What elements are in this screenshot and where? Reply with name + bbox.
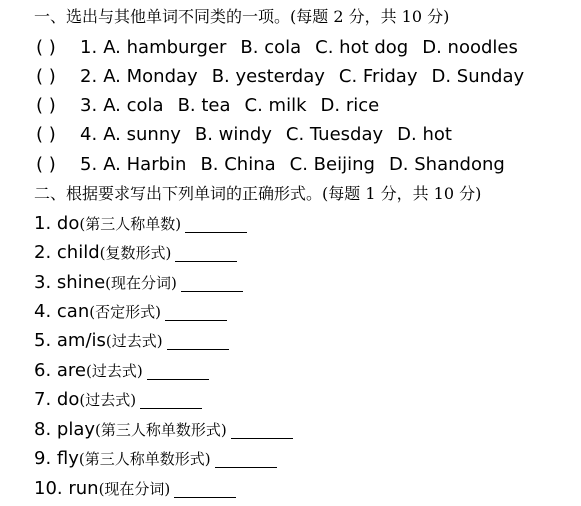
answer-blank[interactable] bbox=[147, 378, 209, 380]
word: 6. are bbox=[34, 360, 87, 381]
word: 8. play bbox=[34, 419, 96, 440]
answer-blank[interactable] bbox=[174, 496, 236, 498]
word: 5. am/is bbox=[34, 330, 106, 351]
option-b: B. windy bbox=[194, 124, 272, 145]
option-b: B. yesterday bbox=[211, 66, 325, 87]
question-number: 3. bbox=[80, 95, 98, 116]
question-number: 5. bbox=[80, 154, 98, 175]
word: 10. run bbox=[34, 478, 99, 499]
requirement-note: (第三人称单数形式) bbox=[78, 450, 211, 468]
word-form-item-1 bbox=[34, 211, 247, 237]
option-b: B. cola bbox=[240, 37, 302, 58]
option-d: D. hot bbox=[397, 124, 452, 145]
word: 4. can bbox=[34, 301, 90, 322]
requirement-note: (过去式) bbox=[79, 391, 137, 409]
answer-paren[interactable]: ( ) bbox=[36, 37, 56, 58]
question-number: 2. bbox=[80, 66, 98, 87]
option-a: A. sunny bbox=[103, 124, 181, 145]
option-a: A. hamburger bbox=[103, 37, 227, 58]
requirement-note: (第三人称单数形式) bbox=[95, 421, 227, 439]
option-b: B. China bbox=[200, 154, 276, 175]
option-d: D. noodles bbox=[422, 37, 518, 58]
section1-title: 一、选出与其他单词不同类的一项。(每题 2 分，共 10 分) bbox=[34, 7, 450, 26]
option-d: D. Shandong bbox=[388, 154, 505, 175]
choice-question-2 bbox=[36, 64, 538, 90]
answer-blank[interactable] bbox=[215, 466, 277, 468]
choice-question-3 bbox=[36, 93, 393, 119]
answer-paren[interactable]: ( ) bbox=[36, 124, 56, 145]
option-c: C. Friday bbox=[338, 66, 418, 87]
requirement-note: (第三人称单数) bbox=[79, 215, 182, 233]
answer-blank[interactable] bbox=[185, 231, 247, 233]
choice-question-4 bbox=[36, 122, 466, 148]
answer-paren[interactable]: ( ) bbox=[36, 95, 56, 116]
answer-blank[interactable] bbox=[175, 260, 237, 262]
word: 7. do bbox=[34, 389, 80, 410]
option-a: A. Monday bbox=[103, 66, 198, 87]
word-form-item-10 bbox=[34, 476, 236, 502]
choice-question-1 bbox=[36, 35, 532, 61]
option-c: C. hot dog bbox=[315, 37, 409, 58]
word-form-item-3 bbox=[34, 270, 243, 296]
word: 9. fly bbox=[34, 448, 79, 469]
option-c: C. Tuesday bbox=[285, 124, 384, 145]
requirement-note: (复数形式) bbox=[99, 244, 172, 262]
requirement-note: (现在分词) bbox=[98, 480, 171, 498]
requirement-note: (过去式) bbox=[86, 362, 143, 380]
option-a: A. Harbin bbox=[103, 154, 187, 175]
answer-blank[interactable] bbox=[140, 407, 202, 409]
word-form-item-7 bbox=[34, 387, 202, 413]
word-form-item-9 bbox=[34, 446, 277, 472]
option-d: D. rice bbox=[320, 95, 380, 116]
word-form-item-8 bbox=[34, 417, 293, 443]
option-c: C. milk bbox=[244, 95, 307, 116]
option-c: C. Beijing bbox=[289, 154, 375, 175]
requirement-note: (过去式) bbox=[105, 332, 163, 350]
word-form-item-4 bbox=[34, 299, 227, 325]
answer-blank[interactable] bbox=[165, 319, 227, 321]
word-form-item-6 bbox=[34, 358, 209, 384]
section2-title: 二、根据要求写出下列单词的正确形式。(每题 1 分，共 10 分) bbox=[34, 184, 482, 203]
requirement-note: (现在分词) bbox=[105, 274, 177, 292]
question-number: 4. bbox=[80, 124, 98, 145]
word: 2. child bbox=[34, 242, 100, 263]
word: 3. shine bbox=[34, 272, 106, 293]
word-form-item-5 bbox=[34, 328, 229, 354]
answer-blank[interactable] bbox=[231, 437, 293, 439]
option-d: D. Sunday bbox=[431, 66, 525, 87]
answer-blank[interactable] bbox=[181, 290, 243, 292]
answer-blank[interactable] bbox=[167, 348, 229, 350]
option-a: A. cola bbox=[103, 95, 164, 116]
choice-question-5 bbox=[36, 152, 519, 178]
requirement-note: (否定形式) bbox=[89, 303, 161, 321]
word-form-item-2 bbox=[34, 240, 237, 266]
option-b: B. tea bbox=[177, 95, 231, 116]
word: 1. do bbox=[34, 213, 80, 234]
question-number: 1. bbox=[80, 37, 98, 58]
answer-paren[interactable]: ( ) bbox=[36, 66, 56, 87]
answer-paren[interactable]: ( ) bbox=[36, 154, 56, 175]
